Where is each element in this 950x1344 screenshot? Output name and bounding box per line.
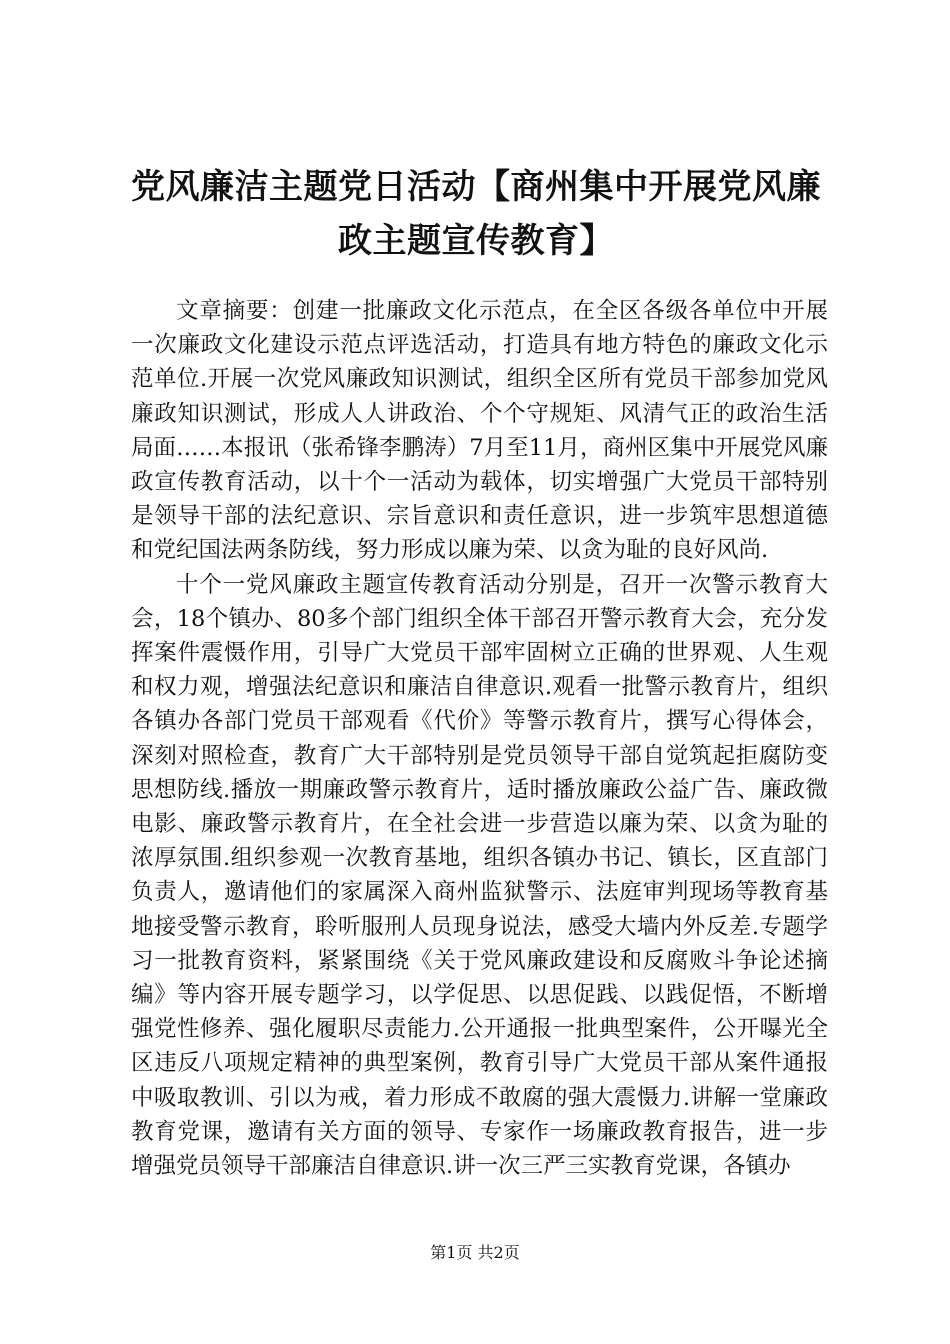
- document-title: 党风廉洁主题党日活动【商州集中开展党风廉政主题宣传教育】: [131, 167, 821, 261]
- page-number-footer: 第1页 共2页: [430, 1243, 520, 1262]
- paragraph-activities: 十个一党风廉政主题宣传教育活动分别是，召开一次警示教育大会，18个镇办、80多个部门组织全体干部召开警示教育大会，充分发挥案件震慑作用，引导广大党员干部牢固树立正确的世界观、人生观和权力观，增强法纪意识和廉洁自律意识.观看一批警示教育片，组织各镇办各部门党员干部观看《代价》等警示教育片，撰写心得体会，深刻对照检查，教育广大干部特别是党员领导干部自觉筑起拒腐防变思想防线.播放一期廉政警示教育片，适时播放廉政公益广告、廉政微电影、廉政警示教育片，在全社会进一步营造以廉为荣、以贪为耻的浓厚氛围.组织参观一次教育基地，组织各镇办书记、镇长，区直部门负责人，邀请他们的家属深入商州监狱警示、法庭审判现场等教育基地接受警示教育，聆听服刑人员现身说法，感受大墙内外反差.专题学习一批教育资料，紧紧围绕《关于党风廉政建设和反腐败斗争论述摘编》等内容开展专题学习，以学促思、以思促践、以践促悟，不断增强党性修养、强化履职尽责能力.公开通报一批典型案件，公开曝光全区违反八项规定精神的典型案例，教育引导广大党员干部从案件通报中吸取教训、引以为戒，着力形成不敢腐的强大震慑力.讲解一堂廉政教育党课，邀请有关方面的领导、专家作一场廉政教育报告，进一步增强党员领导干部廉洁自律意识.讲一次三严三实教育党课，各镇办: [131, 571, 828, 1180]
- paragraph-summary: 文章摘要：创建一批廉政文化示范点，在全区各级各单位中开展一次廉政文化建设示范点评选活动，打造具有地方特色的廉政文化示范单位.开展一次党风廉政知识测试，组织全区所有党员干部参加党风廉政知识测试，形成人人讲政治、个个守规矩、风清气正的政治生活局面……本报讯（张希锋李鹏涛）7月至11月，商州区集中开展党风廉政宣传教育活动，以十个一活动为载体，切实增强广大党员干部特别是领导干部的法纪意识、宗旨意识和责任意识，进一步筑牢思想道德和党纪国法两条防线，努力形成以廉为荣、以贪为耻的良好风尚.: [131, 298, 828, 564]
- document-body: [131, 294, 828, 1183]
